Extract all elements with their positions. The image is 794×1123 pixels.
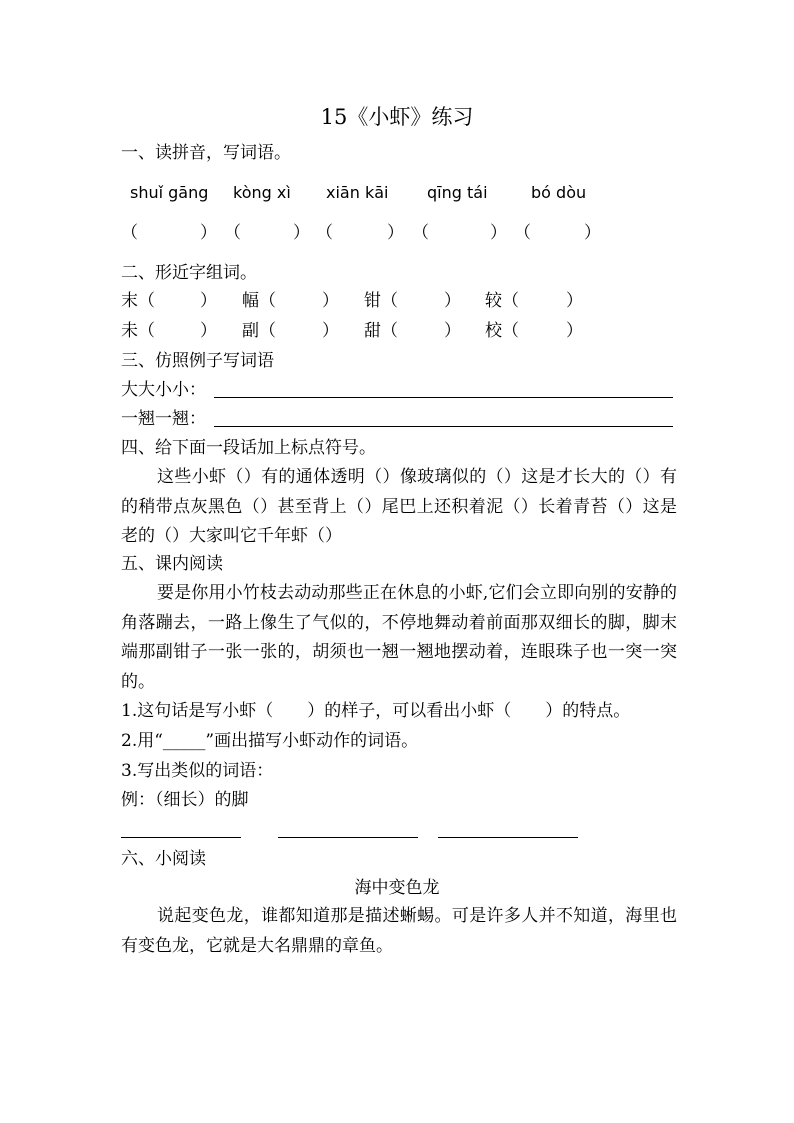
short-reading-passage: 说起变色龙，谁都知道那是描述蜥蜴。可是许多人并不知道，海里也有变色龙，它就是大名鼎鼎的章鱼。	[121, 906, 677, 956]
question-3: 3.写出类似的词语：	[121, 761, 274, 781]
answer-2-open: （	[224, 223, 241, 243]
char-pair-2b: 副（	[242, 321, 276, 341]
answer-blank-1	[121, 837, 241, 838]
page-title: 15《小虾》练习	[320, 105, 474, 129]
char-pair-3b: 甜（	[364, 321, 398, 341]
pinyin-1: shuǐ gāng	[130, 183, 209, 202]
answer-4-close: ）	[490, 223, 507, 243]
char-pair-3a: 钳（	[364, 291, 398, 311]
answer-line-2	[214, 426, 673, 427]
answer-3-open: （	[316, 223, 333, 243]
char-pair-2a: 幅（	[242, 291, 276, 311]
pinyin-3: xiān kāi	[326, 183, 389, 202]
answer-5-close: ）	[584, 223, 601, 243]
answer-5-open: （	[514, 223, 531, 243]
answer-1-open: （	[121, 223, 138, 243]
section-5-heading: 五、课内阅读	[121, 554, 223, 574]
example-label-1: 大大小小：	[121, 380, 206, 400]
char-pair-4a: 较（	[485, 291, 519, 311]
question-1: 1.这句话是写小虾（ ）的样子，可以看出小虾（ ）的特点。	[121, 701, 631, 721]
char-pair-2b-close: ）	[322, 321, 339, 341]
answer-1-close: ）	[200, 223, 217, 243]
answer-3-close: ）	[387, 223, 404, 243]
passage-title: 海中变色龙	[354, 878, 440, 898]
section-4-heading: 四、给下面一段话加上标点符号。	[121, 438, 376, 458]
answer-blank-2	[278, 837, 418, 838]
pinyin-4: qīng tái	[427, 183, 488, 202]
char-pair-1b: 未（	[121, 321, 155, 341]
example-line: 例：（细长）的脚	[121, 790, 249, 810]
char-pair-4b: 校（	[485, 321, 519, 341]
char-pair-4a-close: ）	[566, 291, 583, 311]
char-pair-1b-close: ）	[200, 321, 217, 341]
answer-4-open: （	[412, 223, 429, 243]
section-6-heading: 六、小阅读	[121, 849, 206, 869]
section-2-heading: 二、形近字组词。	[121, 263, 257, 283]
char-pair-2a-close: ）	[322, 291, 339, 311]
char-pair-1a-close: ）	[200, 291, 217, 311]
pinyin-5: bó dòu	[531, 183, 587, 202]
reading-passage: 要是你用小竹枝去动动那些正在休息的小虾,它们会立即向别的安静的角落蹦去，一路上像生了气似的，不停地舞动着前面那双细长的脚，脚末端那副钳子一张一张的，胡须也一翘一翘地摆动着，连眼珠子也一突一突的。	[121, 583, 677, 692]
question-2: 2.用“_____”画出描写小虾动作的词语。	[121, 731, 419, 751]
answer-2-close: ）	[293, 223, 310, 243]
answer-line-1	[214, 397, 673, 398]
char-pair-3a-close: ）	[444, 291, 461, 311]
pinyin-2: kòng xì	[233, 183, 291, 202]
punctuation-passage: 这些小虾（）有的通体透明（）像玻璃似的（）这是才长大的（）有的稍带点灰黑色（）甚至背上（）尾巴上还积着泥（）长着青苔（）这是老的（）大家叫它千年虾（）	[121, 467, 677, 546]
char-pair-4b-close: ）	[566, 321, 583, 341]
char-pair-1a: 末（	[121, 291, 155, 311]
section-1-heading: 一、读拼音，写词语。	[121, 143, 291, 163]
answer-blank-3	[438, 837, 578, 838]
char-pair-3b-close: ）	[444, 321, 461, 341]
example-label-2: 一翘一翘：	[121, 409, 206, 429]
section-3-heading: 三、仿照例子写词语	[121, 351, 274, 371]
